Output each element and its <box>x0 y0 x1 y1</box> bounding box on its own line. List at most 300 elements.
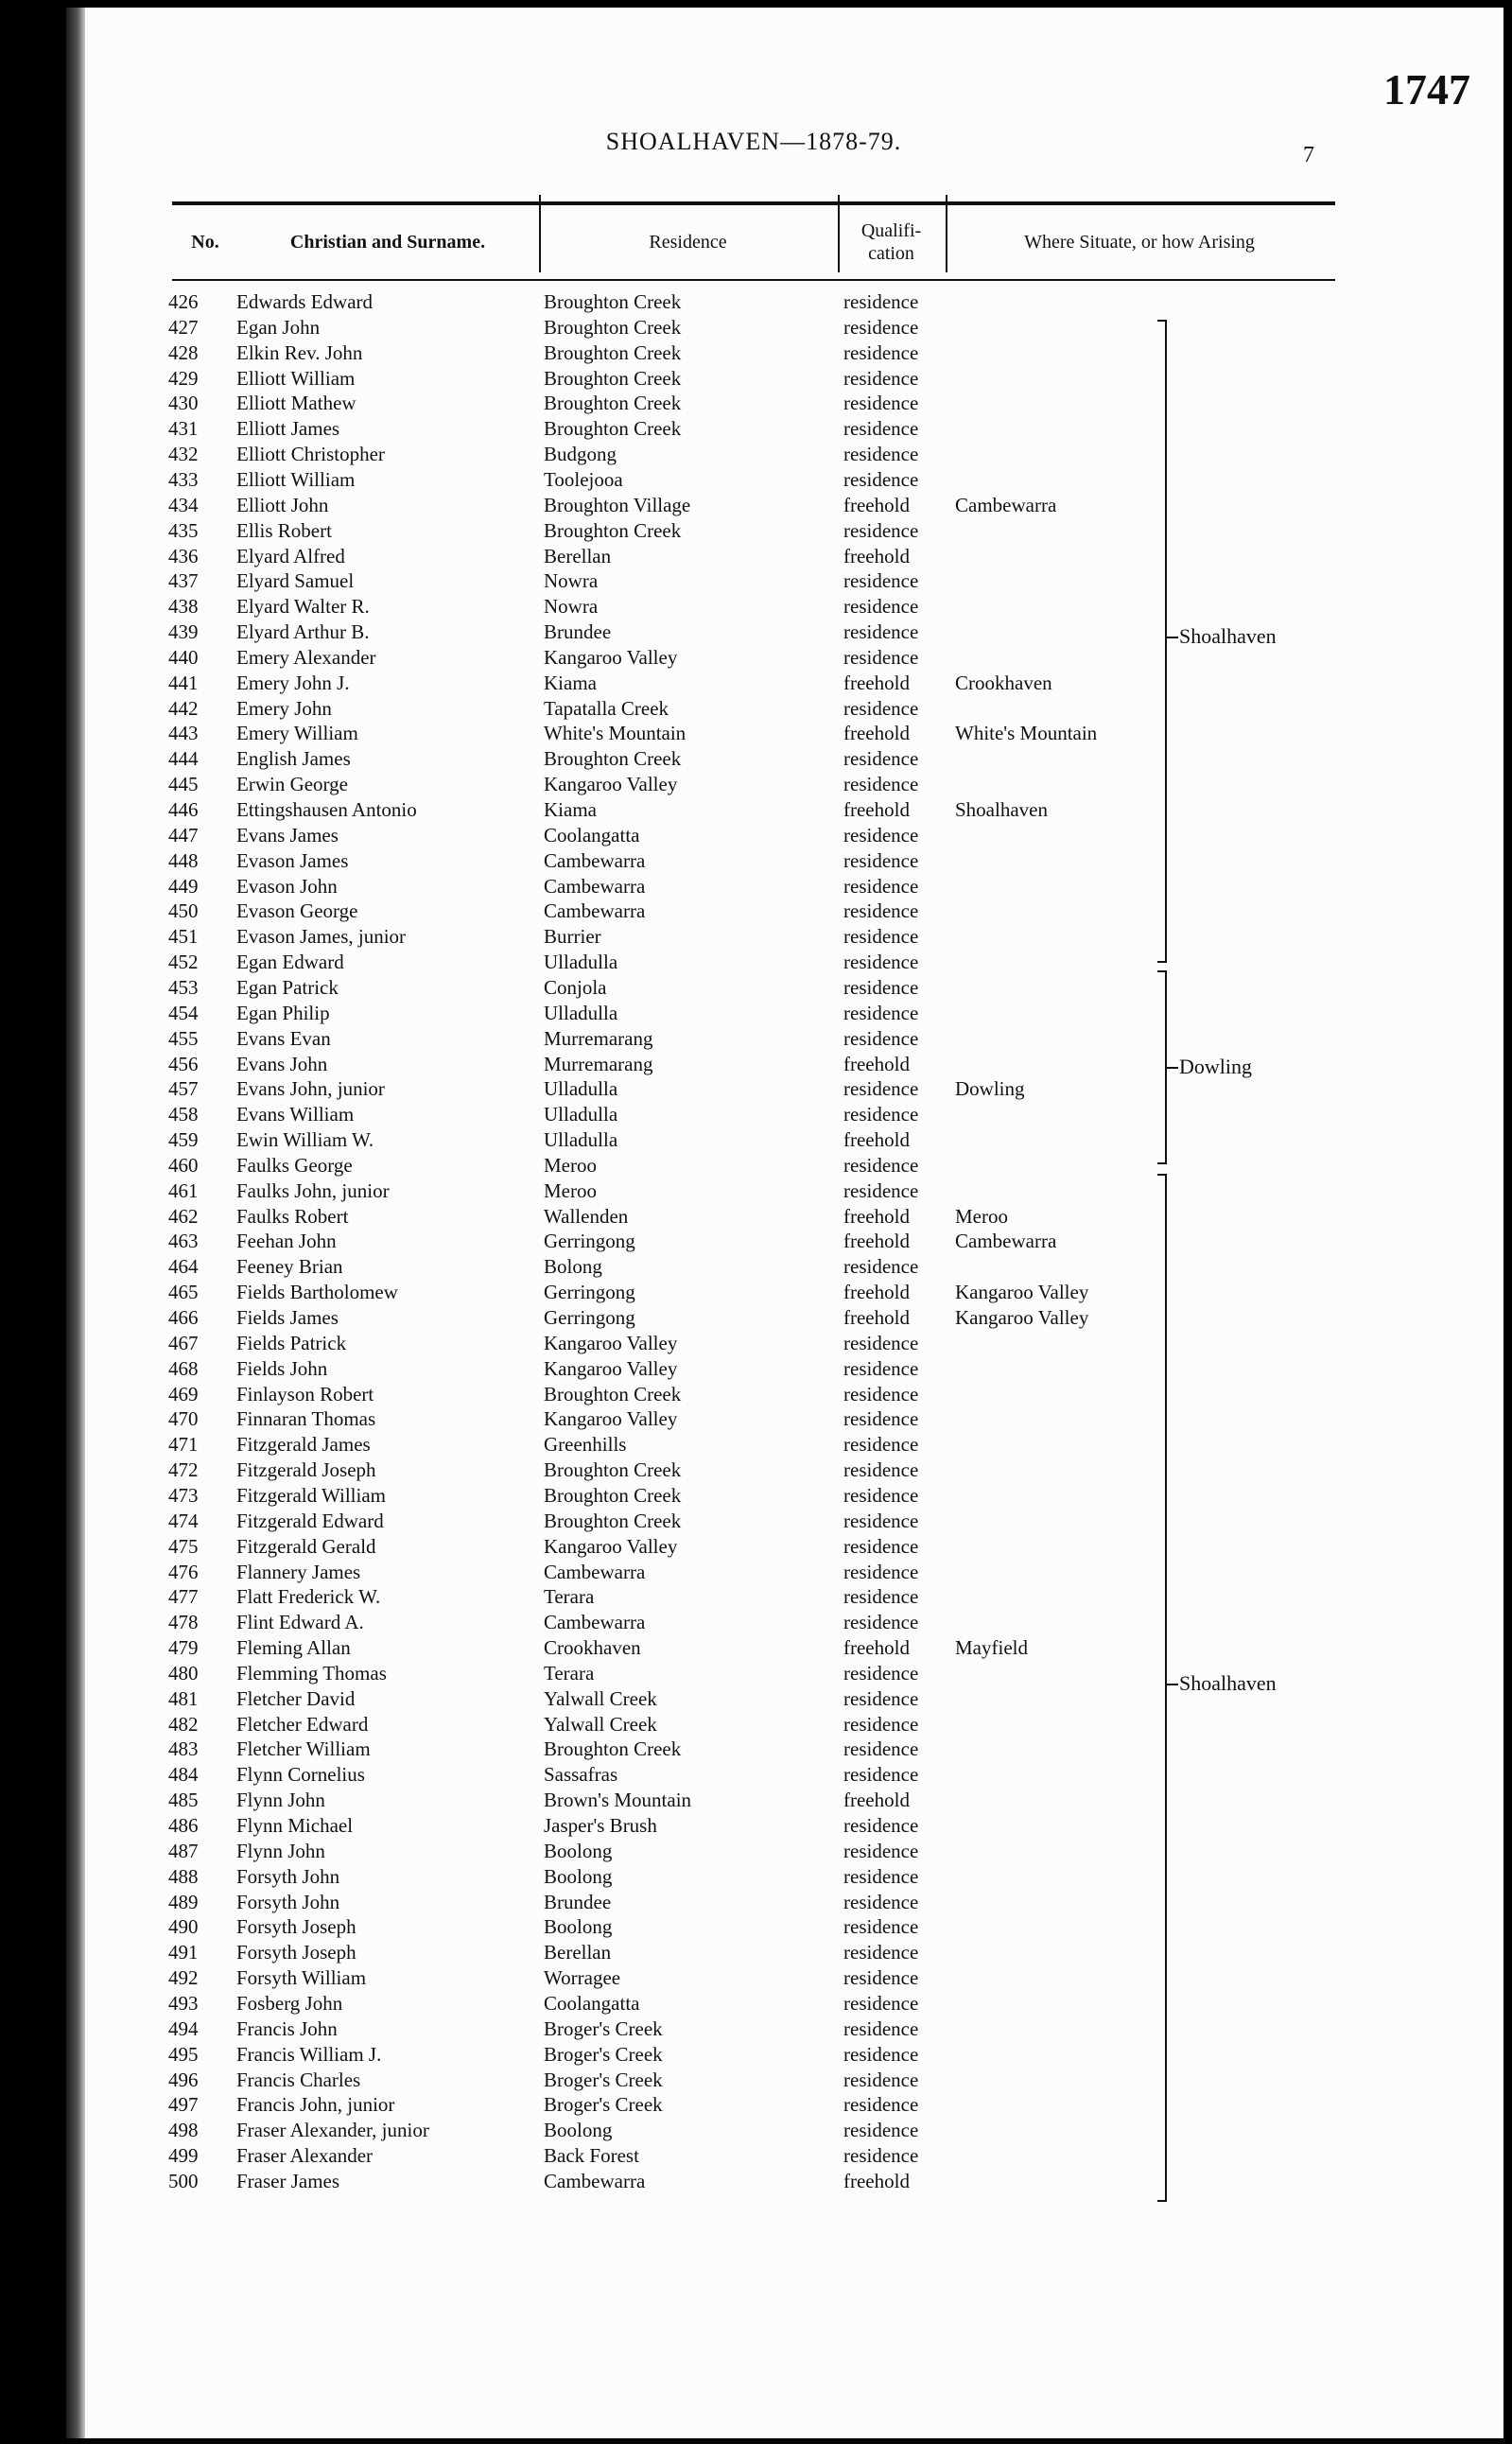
entry-number: 435 <box>168 518 199 542</box>
entry-number: 444 <box>168 747 199 771</box>
entry-residence: Coolangatta <box>544 1991 640 2015</box>
table-row <box>66 1737 1441 1761</box>
entry-qualification: residence <box>843 1839 919 1862</box>
entry-name: Forsyth Joseph <box>236 1941 356 1964</box>
entry-qualification: freehold <box>843 544 910 567</box>
entry-name: Evason James, junior <box>236 925 407 949</box>
entry-where: Kangaroo Valley <box>955 1306 1089 1329</box>
entry-name: Elliott Mathew <box>236 392 356 415</box>
entry-qualification: residence <box>843 1103 919 1126</box>
entry-number: 477 <box>168 1585 199 1609</box>
entry-name: Fletcher Edward <box>236 1712 369 1736</box>
entry-number: 452 <box>168 951 199 974</box>
entry-number: 445 <box>168 773 199 796</box>
entry-name: Evans John, junior <box>236 1077 385 1101</box>
entry-residence: White's Mountain <box>544 722 686 745</box>
entry-residence: Broger's Creek <box>544 2068 663 2091</box>
entry-qualification: residence <box>843 2119 919 2142</box>
entry-qualification: residence <box>843 417 919 441</box>
entry-qualification: residence <box>843 1458 919 1482</box>
entry-residence: Kangaroo Valley <box>544 1534 678 1558</box>
table-row <box>66 1864 1441 1889</box>
entry-name: Fitzgerald William <box>236 1483 386 1507</box>
entry-name: Egan John <box>236 315 321 339</box>
entry-name: Elkin Rev. John <box>236 340 363 364</box>
entry-residence: Gerringong <box>544 1230 635 1253</box>
table-row <box>66 2092 1441 2117</box>
table-row <box>66 746 1441 771</box>
entry-qualification: residence <box>843 2144 919 2168</box>
entry-residence: Ulladulla <box>544 1077 618 1101</box>
entry-name: Francis John, junior <box>236 2093 395 2117</box>
entry-qualification: residence <box>843 569 919 593</box>
entry-residence: Broger's Creek <box>544 2016 663 2040</box>
entry-residence: Berellan <box>544 544 612 567</box>
entry-number: 496 <box>168 2068 199 2091</box>
entry-qualification: residence <box>843 1585 919 1609</box>
entry-name: Fields Bartholomew <box>236 1281 398 1304</box>
table-row <box>66 442 1441 466</box>
entry-name: Faulks John, junior <box>236 1178 390 1202</box>
entry-qualification: freehold <box>843 1052 910 1075</box>
entry-number: 478 <box>168 1611 199 1634</box>
entry-qualification: residence <box>843 2093 919 2117</box>
table-row <box>66 1305 1441 1330</box>
table-row <box>66 1026 1441 1051</box>
entry-number: 476 <box>168 1560 199 1583</box>
entry-name: Egan Patrick <box>236 975 339 999</box>
entry-number: 434 <box>168 493 199 516</box>
table-row <box>66 1483 1441 1508</box>
entry-number: 443 <box>168 722 199 745</box>
entry-residence: Broughton Creek <box>544 340 682 364</box>
bracket-group-3 <box>1157 1174 1167 2202</box>
entry-qualification: residence <box>843 1991 919 2015</box>
entry-residence: Broughton Creek <box>544 366 682 390</box>
entry-name: Evason George <box>236 899 358 923</box>
entry-residence: Gerringong <box>544 1281 635 1304</box>
entry-qualification: residence <box>843 1941 919 1964</box>
entry-qualification: residence <box>843 290 919 313</box>
entry-qualification: residence <box>843 1560 919 1583</box>
entry-name: Fields Patrick <box>236 1331 347 1354</box>
entry-name: Evans William <box>236 1103 355 1126</box>
entry-number: 436 <box>168 544 199 567</box>
entry-number: 438 <box>168 595 199 619</box>
entry-residence: Yalwall Creek <box>544 1712 657 1736</box>
entry-residence: Broughton Creek <box>544 518 682 542</box>
table-row <box>66 467 1441 492</box>
table-row <box>66 975 1441 1000</box>
table-row <box>66 2042 1441 2067</box>
entry-number: 459 <box>168 1128 199 1152</box>
entry-qualification: residence <box>843 1331 919 1354</box>
entry-number: 462 <box>168 1204 199 1228</box>
entry-number: 429 <box>168 366 199 390</box>
table-row <box>66 671 1441 695</box>
entry-name: Elliott Christopher <box>236 443 385 466</box>
table-row <box>66 1762 1441 1787</box>
table-row <box>66 416 1441 441</box>
entry-where: White's Mountain <box>955 722 1098 745</box>
entry-qualification: residence <box>843 773 919 796</box>
entry-name: Flynn Michael <box>236 1814 354 1837</box>
entry-residence: Murremarang <box>544 1052 653 1075</box>
entry-number: 466 <box>168 1306 199 1329</box>
entry-qualification: residence <box>843 1712 919 1736</box>
table-row <box>66 594 1441 619</box>
entry-qualification: residence <box>843 1077 919 1101</box>
entry-name: Fleming Allan <box>236 1636 351 1660</box>
entry-name: Egan Philip <box>236 1001 330 1024</box>
table-row <box>66 1001 1441 1025</box>
entry-residence: Broughton Creek <box>544 1458 682 1482</box>
entry-number: 471 <box>168 1433 199 1457</box>
entry-name: Ewin William W. <box>236 1128 374 1152</box>
entry-number: 500 <box>168 2169 199 2192</box>
entry-name: Emery William <box>236 722 358 745</box>
entry-residence: Boolong <box>544 2119 613 2142</box>
entry-qualification: residence <box>843 975 919 999</box>
table-row <box>66 772 1441 796</box>
entry-residence: Broughton Creek <box>544 747 682 771</box>
entry-residence: Cambewarra <box>544 2169 646 2192</box>
entry-number: 453 <box>168 975 199 999</box>
entry-residence: Budgong <box>544 443 617 466</box>
entry-name: Elliott William <box>236 467 356 491</box>
entry-qualification: residence <box>843 1661 919 1685</box>
entry-qualification: residence <box>843 2016 919 2040</box>
entry-number: 468 <box>168 1356 199 1380</box>
entry-number: 499 <box>168 2144 199 2168</box>
table-row <box>66 1813 1441 1838</box>
entry-residence: Kangaroo Valley <box>544 1407 678 1431</box>
entry-name: Edwards Edward <box>236 290 374 313</box>
entry-name: Fraser Alexander <box>236 2144 374 2168</box>
entry-number: 458 <box>168 1103 199 1126</box>
entry-residence: Broughton Creek <box>544 1483 682 1507</box>
entry-residence: Ulladulla <box>544 1001 618 1024</box>
entry-name: Finlayson Robert <box>236 1382 374 1405</box>
entry-number: 491 <box>168 1941 199 1964</box>
column-divider <box>946 195 947 272</box>
entry-qualification: residence <box>843 1153 919 1177</box>
entry-name: Evason John <box>236 874 338 898</box>
entry-number: 475 <box>168 1534 199 1558</box>
entry-where: Crookhaven <box>955 671 1052 694</box>
bracket-group-1 <box>1157 320 1167 963</box>
table-row <box>66 1076 1441 1101</box>
entry-number: 449 <box>168 874 199 898</box>
entry-residence: Brundee <box>544 1890 612 1913</box>
entry-qualification: freehold <box>843 493 910 516</box>
entry-name: Elyard Alfred <box>236 544 345 567</box>
table-row <box>66 2143 1441 2168</box>
entry-qualification: freehold <box>843 1230 910 1253</box>
entry-residence: Broger's Creek <box>544 2093 663 2117</box>
entry-qualification: residence <box>843 1763 919 1787</box>
entry-qualification: residence <box>843 951 919 974</box>
entry-name: Flint Edward A. <box>236 1611 364 1634</box>
entry-residence: Brown's Mountain <box>544 1789 692 1812</box>
entry-name: Erwin George <box>236 773 348 796</box>
table-row <box>66 1610 1441 1634</box>
column-divider <box>838 195 840 272</box>
entry-residence: Broughton Creek <box>544 1737 682 1761</box>
entry-qualification: residence <box>843 366 919 390</box>
header-no: No. <box>191 232 219 253</box>
entry-qualification: residence <box>843 1890 919 1913</box>
entry-number: 431 <box>168 417 199 441</box>
entry-residence: Nowra <box>544 569 599 593</box>
table-row <box>66 391 1441 415</box>
entry-residence: Meroo <box>544 1153 597 1177</box>
entry-where: Shoalhaven <box>955 798 1048 821</box>
entry-where: Mayfield <box>955 1636 1028 1660</box>
register-page <box>66 8 1503 2438</box>
entry-name: Fields James <box>236 1306 339 1329</box>
entry-qualification: residence <box>843 467 919 491</box>
entry-name: Flannery James <box>236 1560 361 1583</box>
entry-qualification: freehold <box>843 798 910 821</box>
entry-number: 474 <box>168 1509 199 1532</box>
table-row <box>66 1458 1441 1482</box>
entry-residence: Murremarang <box>544 1026 653 1050</box>
table-row <box>66 1153 1441 1178</box>
entry-where: Cambewarra <box>955 1230 1057 1253</box>
bracket-label: Shoalhaven <box>1179 1671 1277 1695</box>
table-row <box>66 340 1441 365</box>
entry-residence: Broughton Creek <box>544 1382 682 1405</box>
entry-name: Flynn John <box>236 1839 325 1862</box>
entry-residence: Worragee <box>544 1966 621 1990</box>
entry-number: 479 <box>168 1636 199 1660</box>
entry-residence: Kangaroo Valley <box>544 1331 678 1354</box>
entry-name: Emery John <box>236 696 332 720</box>
entry-name: Forsyth John <box>236 1864 340 1888</box>
entry-residence: Gerringong <box>544 1306 635 1329</box>
entry-name: Flynn John <box>236 1789 325 1812</box>
table-row <box>66 289 1441 314</box>
entry-number: 470 <box>168 1407 199 1431</box>
entry-number: 437 <box>168 569 199 593</box>
header-qualification: Qualifi-cation <box>860 220 922 264</box>
entry-qualification: residence <box>843 518 919 542</box>
entry-name: Forsyth William <box>236 1966 367 1990</box>
bracket-label: Shoalhaven <box>1179 624 1277 648</box>
entry-residence: Brundee <box>544 620 612 644</box>
entry-name: Emery John J. <box>236 671 350 694</box>
entry-name: Fletcher William <box>236 1737 371 1761</box>
entry-name: Faulks George <box>236 1153 353 1177</box>
entry-qualification: freehold <box>843 1128 910 1152</box>
entry-qualification: residence <box>843 1382 919 1405</box>
entry-qualification: residence <box>843 315 919 339</box>
entry-name: Fields John <box>236 1356 328 1380</box>
table-row <box>66 1382 1441 1406</box>
entry-number: 492 <box>168 1966 199 1990</box>
entry-qualification: freehold <box>843 1204 910 1228</box>
entry-residence: Coolangatta <box>544 823 640 847</box>
table-row <box>66 1356 1441 1381</box>
entry-residence: Tapatalla Creek <box>544 696 669 720</box>
entry-qualification: residence <box>843 2068 919 2091</box>
entry-number: 441 <box>168 671 199 694</box>
entry-name: Faulks Robert <box>236 1204 349 1228</box>
entry-number: 456 <box>168 1052 199 1075</box>
entry-residence: Broughton Village <box>544 493 691 516</box>
entry-qualification: residence <box>843 874 919 898</box>
entry-qualification: freehold <box>843 722 910 745</box>
table-row <box>66 1534 1441 1559</box>
entry-number: 485 <box>168 1789 199 1812</box>
entry-number: 432 <box>168 443 199 466</box>
entry-qualification: residence <box>843 1966 919 1990</box>
table-row <box>66 823 1441 847</box>
entry-residence: Jasper's Brush <box>544 1814 657 1837</box>
header-top-rule <box>172 201 1335 205</box>
entry-qualification: residence <box>843 696 919 720</box>
entry-residence: Broughton Creek <box>544 290 682 313</box>
table-row <box>66 1712 1441 1737</box>
entry-name: Forsyth Joseph <box>236 1915 356 1939</box>
entry-residence: Wallenden <box>544 1204 629 1228</box>
entry-number: 451 <box>168 925 199 949</box>
entry-residence: Toolejooa <box>544 467 623 491</box>
entry-number: 483 <box>168 1737 199 1761</box>
table-row <box>66 1127 1441 1152</box>
entry-residence: Kangaroo Valley <box>544 645 678 669</box>
table-row <box>66 1839 1441 1863</box>
entry-qualification: residence <box>843 1737 919 1761</box>
entry-residence: Broughton Creek <box>544 392 682 415</box>
entry-name: Fitzgerald Joseph <box>236 1458 376 1482</box>
entry-qualification: residence <box>843 645 919 669</box>
entry-qualification: residence <box>843 925 919 949</box>
table-row <box>66 1509 1441 1533</box>
entry-qualification: residence <box>843 747 919 771</box>
entry-number: 426 <box>168 290 199 313</box>
page-number: 1747 <box>1383 65 1470 113</box>
entry-qualification: residence <box>843 1509 919 1532</box>
entry-number: 450 <box>168 899 199 923</box>
entry-number: 498 <box>168 2119 199 2142</box>
entry-residence: Kiama <box>544 798 597 821</box>
entry-qualification: residence <box>843 392 919 415</box>
entry-number: 472 <box>168 1458 199 1482</box>
entry-name: Finnaran Thomas <box>236 1407 376 1431</box>
table-row <box>66 1331 1441 1355</box>
entry-name: Fosberg John <box>236 1991 343 2015</box>
entry-name: Flynn Cornelius <box>236 1763 365 1787</box>
table-row <box>66 2118 1441 2142</box>
entry-number: 497 <box>168 2093 199 2117</box>
entry-number: 457 <box>168 1077 199 1101</box>
entry-name: Ettingshausen Antonio <box>236 798 417 821</box>
entry-qualification: residence <box>843 1026 919 1050</box>
entry-residence: Broughton Creek <box>544 1509 682 1532</box>
entry-qualification: freehold <box>843 1636 910 1660</box>
table-row <box>66 366 1441 391</box>
entry-residence: Back Forest <box>544 2144 639 2168</box>
entry-name: Ellis Robert <box>236 518 332 542</box>
entry-where: Meroo <box>955 1204 1008 1228</box>
entry-qualification: residence <box>843 1356 919 1380</box>
entry-number: 469 <box>168 1382 199 1405</box>
entry-number: 454 <box>168 1001 199 1024</box>
table-row <box>66 1635 1441 1660</box>
entry-name: Flatt Frederick W. <box>236 1585 381 1609</box>
entry-name: Elliott James <box>236 417 340 441</box>
entry-qualification: residence <box>843 1001 919 1024</box>
entry-number: 473 <box>168 1483 199 1507</box>
entry-number: 433 <box>168 467 199 491</box>
entry-qualification: residence <box>843 1483 919 1507</box>
entry-name: Francis William J. <box>236 2042 382 2066</box>
table-row <box>66 924 1441 949</box>
table-row <box>66 797 1441 822</box>
entry-name: Emery Alexander <box>236 645 376 669</box>
table-row <box>66 1890 1441 1914</box>
entry-number: 464 <box>168 1255 199 1279</box>
entry-residence: Terara <box>544 1585 595 1609</box>
entry-number: 447 <box>168 823 199 847</box>
table-row <box>66 1560 1441 1584</box>
entry-residence: Ulladulla <box>544 1128 618 1152</box>
table-row <box>66 1991 1441 2016</box>
entry-number: 494 <box>168 2016 199 2040</box>
entry-number: 442 <box>168 696 199 720</box>
table-row <box>66 1940 1441 1964</box>
entry-number: 446 <box>168 798 199 821</box>
entry-residence: Boolong <box>544 1864 613 1888</box>
entry-number: 455 <box>168 1026 199 1050</box>
entry-number: 495 <box>168 2042 199 2066</box>
entry-name: Fitzgerald James <box>236 1433 371 1457</box>
sub-page-number: 7 <box>1303 143 1314 167</box>
table-row <box>66 1280 1441 1304</box>
entry-residence: Cambewarra <box>544 848 646 872</box>
entry-name: Egan Edward <box>236 951 344 974</box>
entry-qualification: residence <box>843 1686 919 1710</box>
entry-name: Evans John <box>236 1052 328 1075</box>
entry-qualification: residence <box>843 1814 919 1837</box>
entry-residence: Greenhills <box>544 1433 627 1457</box>
entry-name: Elyard Arthur B. <box>236 620 370 644</box>
table-row <box>66 848 1441 873</box>
entry-number: 448 <box>168 848 199 872</box>
entry-number: 489 <box>168 1890 199 1913</box>
column-divider <box>539 195 541 272</box>
table-row <box>66 2169 1441 2193</box>
entry-name: Fitzgerald Gerald <box>236 1534 376 1558</box>
header-name: Christian and Surname. <box>289 232 486 253</box>
entry-residence: Boolong <box>544 1915 613 1939</box>
entry-residence: Ulladulla <box>544 1103 618 1126</box>
table-row <box>66 950 1441 974</box>
entry-residence: Terara <box>544 1661 595 1685</box>
entry-name: Feehan John <box>236 1230 337 1253</box>
table-row <box>66 518 1441 543</box>
entry-number: 463 <box>168 1230 199 1253</box>
header-bottom-rule <box>172 279 1335 281</box>
entry-number: 427 <box>168 315 199 339</box>
table-row <box>66 696 1441 721</box>
bracket-pointer <box>1167 1067 1178 1069</box>
table-row <box>66 1584 1441 1609</box>
entry-qualification: residence <box>843 823 919 847</box>
entry-qualification: residence <box>843 1255 919 1279</box>
